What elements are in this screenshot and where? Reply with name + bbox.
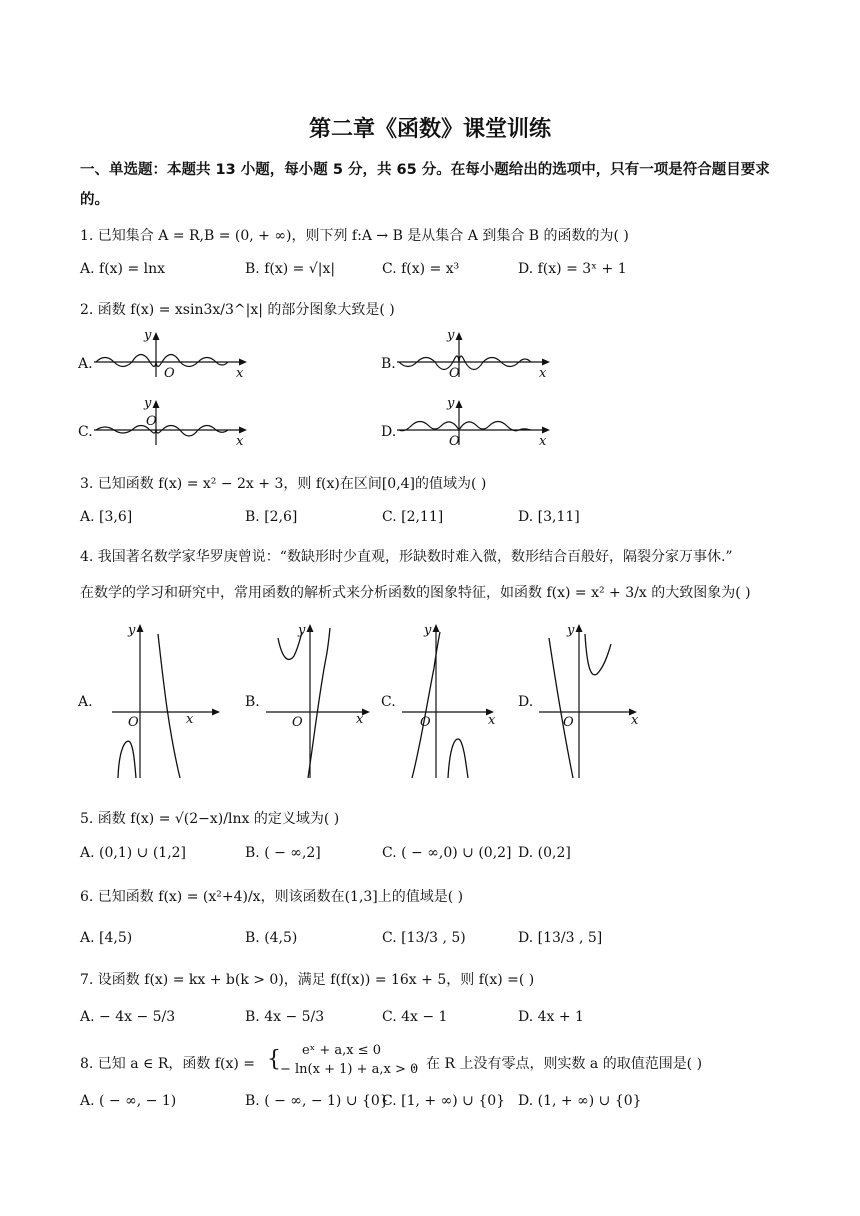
section-heading: 一、单选题：本题共 13 小题，每小题 5 分，共 65 分。在每小题给出的选项中，只有一项是符合题目要求的。 (80, 162, 770, 208)
q4a-origin: O (128, 715, 139, 730)
q4-graph-c (398, 618, 518, 783)
q4-label-d: D. (518, 694, 534, 710)
q8-brace: { (267, 1047, 281, 1072)
question-7-stem: 7. 设函数 f(x) = kx + b(k > 0)，满足 f(f(x)) = 16x + 5，则 f(x) =( ) (80, 972, 535, 988)
q2b-y: y (447, 328, 455, 343)
q2-label-c: C. (78, 424, 93, 440)
q2-label-b: B. (381, 356, 396, 372)
q1-option-c: C. f(x) = x³ (382, 261, 460, 277)
q3-option-b: B. [2,6] (245, 509, 298, 525)
q7-option-b: B. 4x − 5/3 (245, 1009, 325, 1025)
q2d-origin: O (449, 434, 460, 449)
question-1-stem: 1. 已知集合 A = R,B = (0, + ∞)，则下列 f:A → B 是从集合 A 到集合 B 的函数的为( ) (80, 228, 629, 244)
question-4-stem-line2: 在数学的学习和研究中，常用函数的解析式来分析函数的图象特征，如函数 f(x) = x² + 3/x 的大致图象为( ) (80, 585, 751, 601)
q2-label-a: A. (78, 356, 93, 372)
q4c-x: x (488, 713, 496, 728)
q4-graph-a (106, 618, 226, 783)
q4b-origin: O (292, 715, 303, 730)
q2d-y: y (447, 396, 455, 411)
q8-option-d: D. (1, + ∞) ∪ {0} (518, 1093, 642, 1109)
q4-graph-b (262, 618, 382, 783)
q2b-x: x (539, 366, 547, 381)
q2c-x: x (236, 434, 244, 449)
q2-graph-d (395, 393, 555, 448)
q2a-y: y (144, 328, 152, 343)
question-5-stem: 5. 函数 f(x) = √(2−x)/lnx 的定义域为( ) (80, 811, 340, 827)
q2-graph-b (395, 325, 555, 380)
q2-label-d: D. (381, 424, 397, 440)
question-6-stem: 6. 已知函数 f(x) = (x²+4)/x，则该函数在(1,3]上的值域是( ) (80, 889, 464, 905)
q4-label-c: C. (381, 694, 396, 710)
q1-option-a: A. f(x) = lnx (80, 261, 166, 277)
q1-option-b: B. f(x) = √|x| (245, 261, 336, 277)
q4a-y: y (128, 623, 136, 638)
q5-option-b: B. ( − ∞,2] (245, 845, 321, 861)
q7-option-c: C. 4x − 1 (382, 1009, 448, 1025)
q8-option-c: C. [1, + ∞) ∪ {0} (382, 1093, 506, 1109)
q5-option-c: C. ( − ∞,0) ∪ (0,2] (382, 845, 512, 861)
q8-option-b: B. ( − ∞, − 1) ∪ {0} (245, 1093, 389, 1109)
q3-option-a: A. [3,6] (80, 509, 133, 525)
q8-case-1: eˣ + a,x ≤ 0 (302, 1043, 382, 1058)
q4c-y: y (424, 623, 432, 638)
question-8-stem-suffix: ，在 R 上没有零点，则实数 a 的取值范围是( ) (412, 1056, 703, 1072)
q8-option-a: A. ( − ∞, − 1) (80, 1093, 177, 1109)
q5-option-a: A. (0,1) ∪ (1,2] (80, 845, 187, 861)
question-4-stem-line1: 4. 我国著名数学家华罗庚曾说：“数缺形时少直观，形缺数时难入微，数形结合百般好，隔裂分家万事休.” (80, 549, 733, 565)
q4d-y: y (567, 623, 575, 638)
q2b-origin: O (449, 366, 460, 381)
q6-option-a: A. [4,5) (80, 930, 133, 946)
q7-option-a: A. − 4x − 5/3 (80, 1009, 176, 1025)
q2a-x: x (236, 366, 244, 381)
q2a-origin: O (164, 366, 175, 381)
question-2-stem: 2. 函数 f(x) = xsin3x/3^|x| 的部分图象大致是( ) (80, 302, 395, 318)
q2-graph-c (92, 393, 252, 448)
q8-case-2: − ln(x + 1) + a,x > 0 (280, 1062, 419, 1077)
q4b-x: x (356, 712, 364, 727)
q6-option-c: C. [13/3 , 5) (382, 930, 466, 946)
q4a-x: x (186, 712, 194, 727)
q4-label-b: B. (245, 694, 260, 710)
q2-graph-a (92, 325, 252, 380)
q3-option-c: C. [2,11] (382, 509, 444, 525)
q2c-y: y (144, 396, 152, 411)
q2c-origin: O (146, 414, 157, 429)
q4c-origin: O (420, 715, 431, 730)
q6-option-d: D. [13/3 , 5] (518, 930, 603, 946)
q5-option-d: D. (0,2] (518, 845, 571, 861)
q4d-x: x (631, 713, 639, 728)
q4-label-a: A. (78, 694, 93, 710)
q4b-y: y (298, 623, 306, 638)
q6-option-b: B. (4,5) (245, 930, 298, 946)
question-3-stem: 3. 已知函数 f(x) = x² − 2x + 3，则 f(x)在区间[0,4]的值域为( ) (80, 476, 487, 492)
q2d-x: x (539, 434, 547, 449)
q4-graph-d (535, 618, 655, 783)
q7-option-d: D. 4x + 1 (518, 1009, 584, 1025)
q1-option-d: D. f(x) = 3ˣ + 1 (518, 261, 627, 277)
q4d-origin: O (563, 715, 574, 730)
question-8-stem-prefix: 8. 已知 a ∈ R，函数 f(x) = (80, 1056, 256, 1072)
q3-option-d: D. [3,11] (518, 509, 580, 525)
page-title: 第二章《函数》课堂训练 (308, 117, 551, 142)
